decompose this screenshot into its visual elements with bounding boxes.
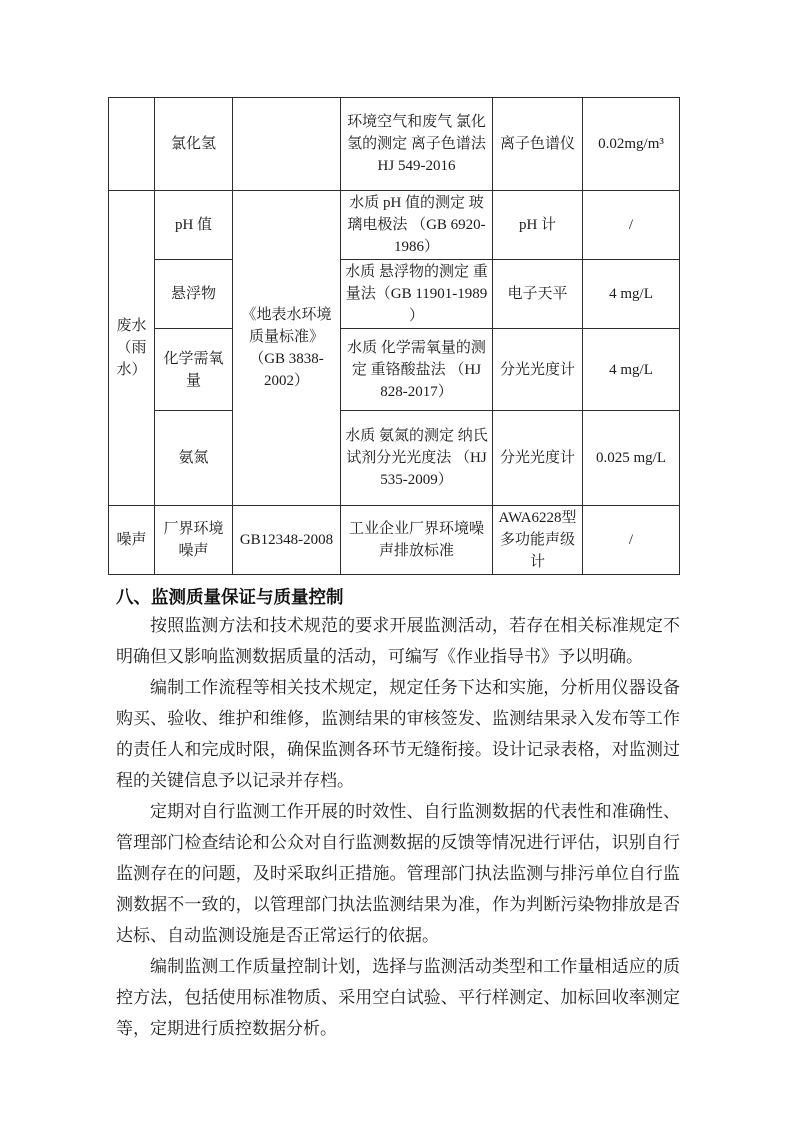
cell-indicator: 化学需氧量 xyxy=(155,329,233,411)
paragraph-2: 编制工作流程等相关技术规定，规定任务下达和实施，分析用仪器设备购买、验收、维护和维修，监测结果的审核签发、监测结果录入发布等工作的责任人和完成时限，确保监测各环节无缝衔接。设计记录表格，对监测过程的关键信息予以记录并存档。 xyxy=(116,678,680,790)
cell-method: 水质 氨氮的测定 纳氏试剂分光光度法 （HJ 535-2009） xyxy=(341,411,493,506)
paragraph-3: 定期对自行监测工作开展的时效性、自行监测数据的代表性和准确性、管理部门检查结论和公众对自行监测数据的反馈等情况进行评估，识别自行监测存在的问题，及时采取纠正措施。管理部门执法监测与排污单位自行监测数据不一致的，以管理部门执法监测结果为准，作为判断污染物排放是否达标、自动监测设施是否正常运行的依据。 xyxy=(116,802,680,945)
section-quality-control xyxy=(108,586,680,1044)
table-row xyxy=(109,260,680,329)
cell-indicator: 厂界环境噪声 xyxy=(155,506,233,575)
cell-indicator: 氨氮 xyxy=(155,411,233,506)
cell-detection-limit: 4 mg/L xyxy=(583,329,680,411)
cell-method: 工业企业厂界环境噪声排放标准 xyxy=(341,506,493,575)
cell-method: 水质 悬浮物的测定 重量法（GB 11901-1989 ） xyxy=(341,260,493,329)
cell-standard: GB12348-2008 xyxy=(233,506,341,575)
cell-detection-limit: / xyxy=(583,191,680,260)
cell-detection-limit: / xyxy=(583,506,680,575)
monitoring-items-table xyxy=(108,97,680,575)
cell-instrument: pH 计 xyxy=(493,191,583,260)
cell-indicator: 氯化氢 xyxy=(155,98,233,191)
cell-method: 水质 pH 值的测定 玻璃电极法 （GB 6920-1986） xyxy=(341,191,493,260)
cell-standard xyxy=(233,98,341,191)
table-row xyxy=(109,329,680,411)
section-heading: 八、监测质量保证与质量控制 xyxy=(116,587,344,607)
cell-indicator: 悬浮物 xyxy=(155,260,233,329)
cell-detection-limit: 0.02mg/m³ xyxy=(583,98,680,191)
table-row xyxy=(109,98,680,191)
paragraph-4: 编制监测工作质量控制计划，选择与监测活动类型和工作量相适应的质控方法，包括使用标准物质、采用空白试验、平行样测定、加标回收率测定等，定期进行质控数据分析。 xyxy=(116,957,680,1038)
cell-instrument: 离子色谱仪 xyxy=(493,98,583,191)
cell-method: 环境空气和废气 氯化氢的测定 离子色谱法 HJ 549-2016 xyxy=(341,98,493,191)
cell-method: 水质 化学需氧量的测定 重铬酸盐法 （HJ 828-2017） xyxy=(341,329,493,411)
cell-indicator: pH 值 xyxy=(155,191,233,260)
cell-detection-limit: 4 mg/L xyxy=(583,260,680,329)
table-row xyxy=(109,506,680,575)
cell-category xyxy=(109,98,155,191)
table-row xyxy=(109,191,680,260)
cell-instrument: 电子天平 xyxy=(493,260,583,329)
cell-detection-limit: 0.025 mg/L xyxy=(583,411,680,506)
cell-instrument: AWA6228型多功能声级计 xyxy=(493,506,583,575)
cell-standard: 《地表水环境质量标准》（GB 3838-2002） xyxy=(233,191,341,506)
paragraph-1: 按照监测方法和技术规范的要求开展监测活动，若存在相关标准规定不明确但又影响监测数据质量的活动，可编写《作业指导书》予以明确。 xyxy=(116,616,680,666)
cell-category: 废水（雨水） xyxy=(109,191,155,506)
cell-instrument: 分光光度计 xyxy=(493,411,583,506)
table-row xyxy=(109,411,680,506)
cell-instrument: 分光光度计 xyxy=(493,329,583,411)
cell-category: 噪声 xyxy=(109,506,155,575)
page-content xyxy=(108,97,680,1044)
